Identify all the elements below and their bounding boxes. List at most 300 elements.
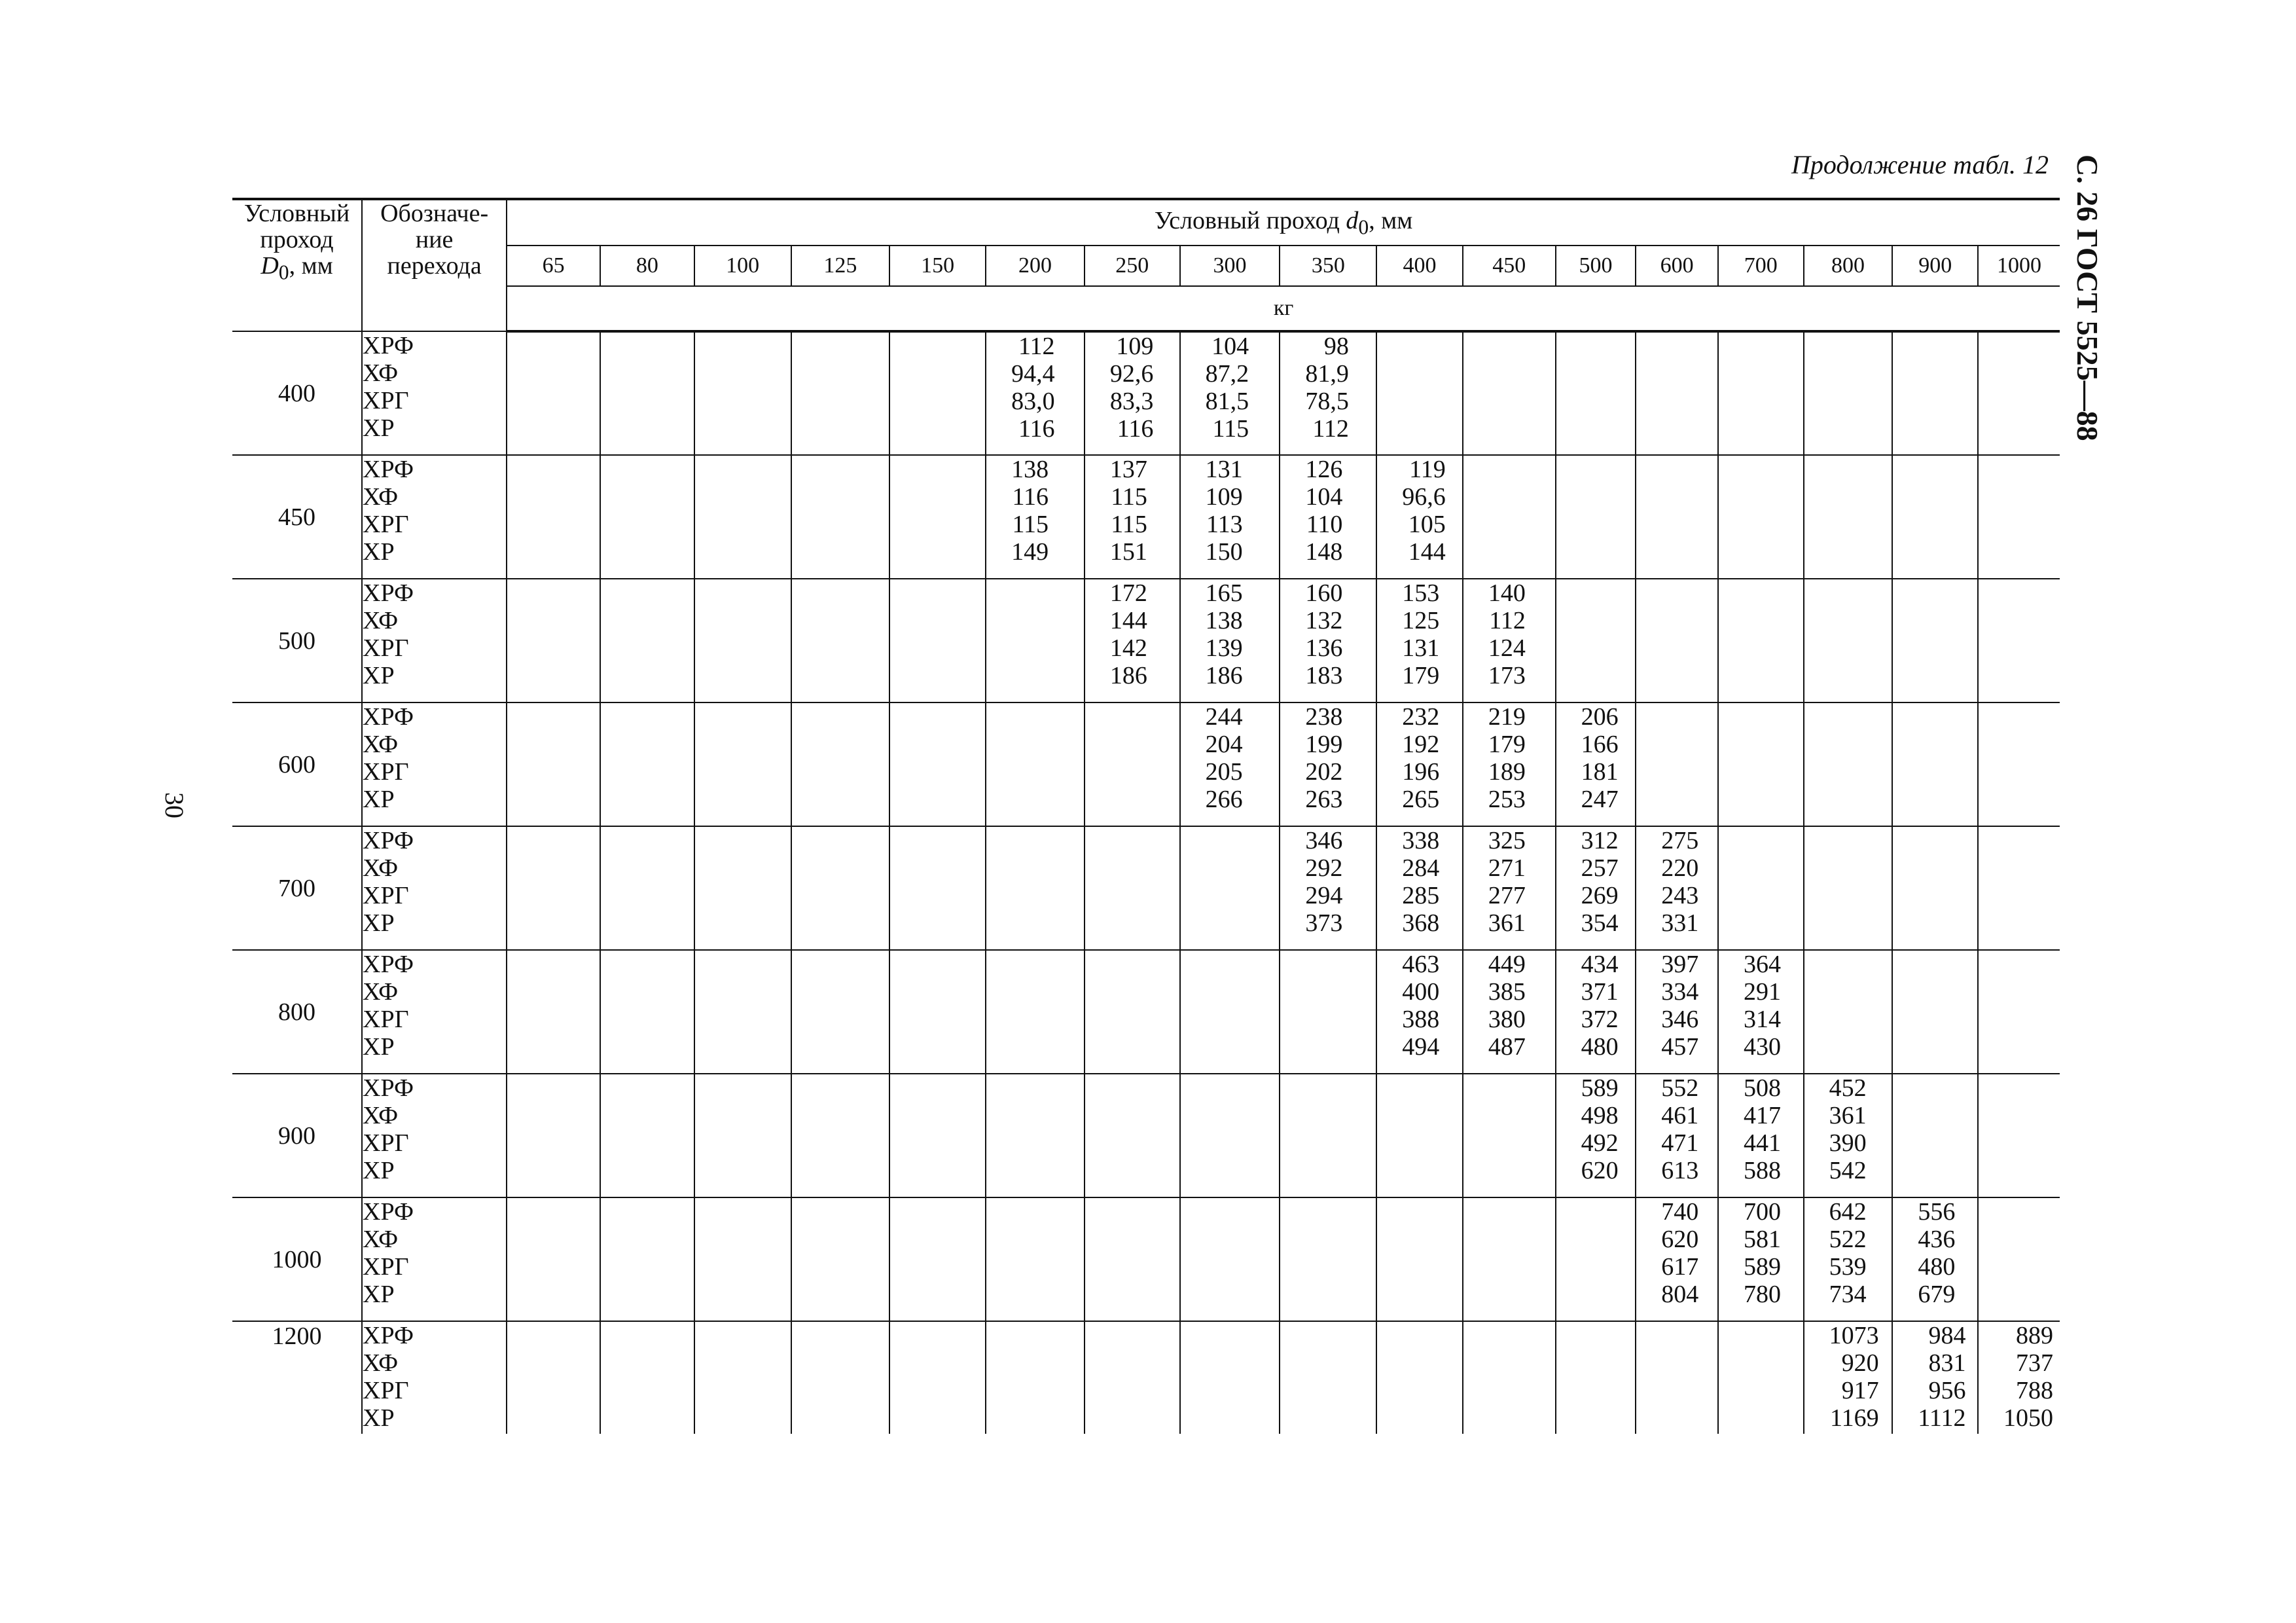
weight-value: 165: [1205, 579, 1243, 607]
weight-value: 243: [1661, 882, 1699, 909]
weight-value-stack: [1556, 1074, 1619, 1184]
header-size-65: 65: [507, 246, 600, 286]
weight-cell: [1636, 1321, 1718, 1434]
weight-cell: [791, 1197, 890, 1321]
weight-table: [232, 198, 2060, 1434]
weight-value: 116: [1012, 483, 1049, 511]
weight-value: 334: [1661, 978, 1699, 1006]
weight-value: 83,0: [1011, 388, 1055, 415]
header-size-450: 450: [1463, 246, 1556, 286]
weight-value: 581: [1743, 1226, 1781, 1253]
weight-value: 734: [1829, 1281, 1867, 1308]
weight-cell: [1280, 331, 1376, 455]
header-size-250: 250: [1085, 246, 1180, 286]
weight-value: 417: [1743, 1102, 1781, 1129]
weight-value: 144: [1408, 538, 1446, 566]
weight-value: 984: [1928, 1322, 1966, 1349]
row-designations: [362, 702, 507, 826]
weight-value: 112: [1312, 415, 1349, 443]
weight-value: 380: [1488, 1006, 1526, 1033]
weight-value: 325: [1488, 827, 1526, 854]
header-size-200: 200: [986, 246, 1085, 286]
weight-cell: [1892, 826, 1978, 950]
weight-value: 238: [1305, 703, 1343, 731]
weight-cell: [1556, 1197, 1636, 1321]
row-designations: [362, 455, 507, 579]
weight-value: 94,4: [1011, 360, 1055, 388]
designation-label: ХФ: [363, 607, 399, 634]
weight-value: 148: [1305, 538, 1343, 566]
weight-value: 271: [1488, 854, 1526, 882]
header-size-100: 100: [694, 246, 791, 286]
weight-value: 1112: [1918, 1404, 1966, 1432]
weight-cell: [694, 1074, 791, 1197]
weight-cell: [889, 331, 986, 455]
designation-label: ХРФ: [363, 579, 414, 607]
weight-value-stack: [1377, 579, 1439, 689]
designation-label: ХФ: [363, 1102, 399, 1129]
weight-value-stack: [1636, 1198, 1698, 1308]
weight-value: 480: [1581, 1033, 1619, 1061]
weight-value: 125: [1402, 607, 1440, 634]
weight-value: 737: [2016, 1349, 2054, 1377]
weight-value-stack: [986, 333, 1055, 443]
weight-value-stack: [986, 456, 1049, 566]
row-designations: [362, 950, 507, 1074]
weight-value: 508: [1743, 1074, 1781, 1102]
weight-value-stack: [1636, 1074, 1698, 1184]
weight-value: 522: [1829, 1226, 1867, 1253]
weight-value: 589: [1581, 1074, 1619, 1102]
weight-value: 219: [1488, 703, 1526, 731]
weight-cell: [1556, 1321, 1636, 1434]
weight-value-stack: [1377, 827, 1439, 937]
row-nominal-bore: 1200: [232, 1321, 362, 1434]
weight-cell: [1180, 950, 1280, 1074]
weight-cell: [1463, 1197, 1556, 1321]
weight-cell: [507, 1074, 600, 1197]
weight-cell: [1978, 702, 2060, 826]
table-row: [232, 455, 2060, 579]
row-nominal-bore: 500: [232, 579, 362, 702]
designation-label: ХРГ: [363, 1253, 409, 1281]
weight-value: 397: [1661, 951, 1699, 978]
weight-value: 920: [1841, 1349, 1879, 1377]
weight-value: 110: [1306, 511, 1343, 538]
weight-value: 179: [1402, 662, 1440, 689]
weight-cell: [1892, 331, 1978, 455]
weight-cell: [1718, 702, 1804, 826]
table-row: [232, 331, 2060, 455]
header-size-500: 500: [1556, 246, 1636, 286]
weight-value: 498: [1581, 1102, 1619, 1129]
weight-value: 364: [1743, 951, 1781, 978]
header-size-150: 150: [889, 246, 986, 286]
weight-cell: [694, 1197, 791, 1321]
table-row: [232, 579, 2060, 702]
header-size-350: 350: [1280, 246, 1376, 286]
table-row: [232, 1074, 2060, 1197]
weight-cell: [1085, 1197, 1180, 1321]
weight-cell: [1978, 579, 2060, 702]
weight-value: 552: [1661, 1074, 1699, 1102]
designation-label: ХРФ: [363, 1198, 414, 1226]
header-size-300: 300: [1180, 246, 1280, 286]
weight-cell: [1280, 579, 1376, 702]
weight-value: 202: [1305, 758, 1343, 786]
weight-value: 181: [1581, 758, 1619, 786]
weight-value-stack: [1280, 456, 1342, 566]
designation-label: ХР: [363, 1157, 395, 1184]
weight-cell: [986, 1074, 1085, 1197]
weight-cell: [889, 1197, 986, 1321]
designation-label: ХРФ: [363, 332, 414, 359]
weight-cell: [507, 331, 600, 455]
weight-value: 372: [1581, 1006, 1619, 1033]
designation-label: ХФ: [363, 1349, 399, 1377]
weight-value: 204: [1205, 731, 1243, 758]
weight-cell: [1085, 702, 1180, 826]
weight-cell: [1804, 1197, 1893, 1321]
weight-cell: [1280, 950, 1376, 1074]
weight-cell: [791, 1074, 890, 1197]
weight-cell: [1463, 455, 1556, 579]
weight-value: 81,9: [1305, 360, 1349, 388]
weight-cell: [889, 950, 986, 1074]
weight-value: 83,3: [1109, 388, 1154, 415]
weight-value-stack: [1280, 703, 1342, 813]
weight-cell: [1180, 331, 1280, 455]
designation-label: ХРГ: [363, 1129, 409, 1157]
weight-value: 109: [1116, 333, 1154, 360]
weight-value: 831: [1928, 1349, 1966, 1377]
weight-value: 613: [1661, 1157, 1699, 1184]
weight-value: 312: [1581, 827, 1619, 854]
weight-value: 291: [1743, 978, 1781, 1006]
weight-value-stack: [1181, 333, 1249, 443]
weight-value-stack: [1719, 951, 1781, 1061]
header-size-80: 80: [600, 246, 694, 286]
weight-cell: [1718, 1074, 1804, 1197]
weight-value: 539: [1829, 1253, 1867, 1281]
weight-value: 126: [1305, 456, 1343, 483]
weight-cell: [1892, 1074, 1978, 1197]
weight-value: 137: [1109, 456, 1147, 483]
header-transition-designation: Обозначе- ние перехода: [362, 199, 507, 331]
weight-value: 206: [1581, 703, 1619, 731]
weight-value: 294: [1305, 882, 1343, 909]
weight-value: 390: [1829, 1129, 1867, 1157]
weight-value-stack: [1463, 579, 1526, 689]
weight-value: 620: [1661, 1226, 1699, 1253]
weight-cell: [1556, 950, 1636, 1074]
designation-label: ХФ: [363, 1226, 399, 1253]
weight-cell: [791, 579, 890, 702]
weight-value: 285: [1402, 882, 1440, 909]
weight-value-stack: [1377, 456, 1446, 566]
weight-value-stack: [1280, 579, 1342, 689]
weight-cell: [889, 826, 986, 950]
header-size-900: 900: [1892, 246, 1978, 286]
weight-value: 179: [1488, 731, 1526, 758]
weight-value: 400: [1402, 978, 1440, 1006]
weight-cell: [1280, 702, 1376, 826]
weight-cell: [600, 455, 694, 579]
weight-cell: [1718, 579, 1804, 702]
weight-value: 138: [1205, 607, 1243, 634]
weight-value: 113: [1206, 511, 1243, 538]
weight-value: 205: [1205, 758, 1243, 786]
weight-value: 189: [1488, 758, 1526, 786]
weight-value: 132: [1305, 607, 1343, 634]
weight-value: 78,5: [1305, 388, 1349, 415]
weight-value: 346: [1661, 1006, 1699, 1033]
weight-value-stack: [1280, 827, 1342, 937]
weight-value: 487: [1488, 1033, 1526, 1061]
weight-cell: [986, 950, 1085, 1074]
weight-value: 139: [1205, 634, 1243, 662]
weight-value-stack: [1181, 579, 1243, 689]
weight-value: 461: [1661, 1102, 1699, 1129]
designation-label: ХР: [363, 1033, 395, 1061]
weight-value: 314: [1743, 1006, 1781, 1033]
weight-cell: [1556, 702, 1636, 826]
designation-label: ХФ: [363, 731, 399, 758]
weight-cell: [1718, 331, 1804, 455]
weight-value: 617: [1661, 1253, 1699, 1281]
weight-value: 740: [1661, 1198, 1699, 1226]
weight-cell: [1804, 455, 1893, 579]
weight-cell: [1804, 1074, 1893, 1197]
weight-value-stack: [1181, 703, 1243, 813]
weight-cell: [1892, 1321, 1978, 1434]
weight-cell: [1556, 455, 1636, 579]
weight-cell: [507, 1321, 600, 1434]
weight-value: 105: [1408, 511, 1446, 538]
weight-value: 269: [1581, 882, 1619, 909]
weight-value-stack: [1085, 333, 1154, 443]
weight-cell: [1978, 455, 2060, 579]
weight-value: 346: [1305, 827, 1343, 854]
weight-value: 284: [1402, 854, 1440, 882]
weight-value: 780: [1743, 1281, 1781, 1308]
weight-value: 131: [1402, 634, 1440, 662]
designation-label: ХРФ: [363, 703, 414, 731]
weight-value: 889: [2016, 1322, 2054, 1349]
weight-value: 620: [1581, 1157, 1619, 1184]
weight-value: 265: [1402, 786, 1440, 813]
weight-value-stack: [1893, 1322, 1965, 1432]
weight-value-stack: [1556, 951, 1619, 1061]
weight-value-stack: [1085, 579, 1147, 689]
weight-value: 131: [1205, 456, 1243, 483]
weight-cell: [986, 455, 1085, 579]
weight-value: 199: [1305, 731, 1343, 758]
weight-cell: [1376, 950, 1463, 1074]
row-nominal-bore: 450: [232, 455, 362, 579]
weight-cell: [889, 1321, 986, 1434]
weight-cell: [1892, 950, 1978, 1074]
weight-value: 292: [1305, 854, 1343, 882]
weight-cell: [1892, 1197, 1978, 1321]
designation-label: ХРГ: [363, 758, 409, 786]
weight-value-stack: [1463, 703, 1526, 813]
designation-label: ХРГ: [363, 1377, 409, 1404]
weight-value: 104: [1305, 483, 1343, 511]
weight-value: 1169: [1830, 1404, 1879, 1432]
table-body: [232, 331, 2060, 1434]
weight-value-stack: [1377, 703, 1439, 813]
row-designations: [362, 579, 507, 702]
weight-value: 361: [1488, 909, 1526, 937]
weight-cell: [1978, 1197, 2060, 1321]
weight-cell: [1376, 1321, 1463, 1434]
weight-value: 247: [1581, 786, 1619, 813]
weight-cell: [791, 1321, 890, 1434]
weight-value: 153: [1402, 579, 1440, 607]
weight-cell: [1376, 1197, 1463, 1321]
weight-value: 331: [1661, 909, 1699, 937]
weight-value: 116: [1117, 415, 1154, 443]
weight-cell: [1085, 950, 1180, 1074]
designation-label: ХРГ: [363, 882, 409, 909]
weight-cell: [694, 331, 791, 455]
weight-cell: [694, 579, 791, 702]
weight-cell: [1804, 1321, 1893, 1434]
weight-value: 160: [1305, 579, 1343, 607]
weight-value: 263: [1305, 786, 1343, 813]
weight-value: 119: [1409, 456, 1446, 483]
weight-value: 124: [1488, 634, 1526, 662]
weight-cell: [507, 826, 600, 950]
header-size-700: 700: [1718, 246, 1804, 286]
weight-cell: [1280, 1197, 1376, 1321]
weight-cell: [600, 826, 694, 950]
designation-label: ХРФ: [363, 827, 414, 854]
weight-value: 138: [1011, 456, 1049, 483]
weight-cell: [1085, 331, 1180, 455]
weight-cell: [694, 702, 791, 826]
weight-cell: [1718, 455, 1804, 579]
weight-value: 98: [1323, 333, 1349, 360]
weight-cell: [1463, 579, 1556, 702]
header-size-600: 600: [1636, 246, 1718, 286]
weight-value: 192: [1402, 731, 1440, 758]
weight-cell: [1180, 702, 1280, 826]
weight-cell: [1804, 579, 1893, 702]
weight-value-stack: [1979, 1322, 2053, 1432]
designation-label: ХР: [363, 414, 395, 442]
weight-value: 136: [1305, 634, 1343, 662]
weight-cell: [889, 455, 986, 579]
weight-value: 361: [1829, 1102, 1867, 1129]
weight-value: 441: [1743, 1129, 1781, 1157]
weight-cell: [1376, 455, 1463, 579]
weight-value: 253: [1488, 786, 1526, 813]
designation-label: ХР: [363, 786, 395, 813]
weight-cell: [1636, 702, 1718, 826]
weight-value-stack: [1556, 703, 1619, 813]
table-row: [232, 1321, 2060, 1434]
weight-cell: [791, 950, 890, 1074]
weight-cell: [1978, 950, 2060, 1074]
weight-cell: [1636, 950, 1718, 1074]
weight-cell: [1085, 579, 1180, 702]
weight-value: 338: [1402, 827, 1440, 854]
weight-value: 112: [1489, 607, 1526, 634]
designation-label: ХРГ: [363, 634, 409, 662]
weight-value: 150: [1205, 538, 1243, 566]
weight-cell: [1978, 1074, 2060, 1197]
weight-value: 144: [1109, 607, 1147, 634]
header-size-800: 800: [1804, 246, 1893, 286]
row-nominal-bore: 900: [232, 1074, 362, 1197]
weight-value: 232: [1402, 703, 1440, 731]
row-designations: [362, 1197, 507, 1321]
weight-value: 804: [1661, 1281, 1699, 1308]
weight-cell: [1978, 1321, 2060, 1434]
table-row: [232, 950, 2060, 1074]
weight-cell: [1636, 455, 1718, 579]
weight-cell: [1556, 1074, 1636, 1197]
weight-cell: [1463, 826, 1556, 950]
weight-cell: [694, 1321, 791, 1434]
row-designations: [362, 826, 507, 950]
table-row: [232, 702, 2060, 826]
header-size-400: 400: [1376, 246, 1463, 286]
header-nominal-bore-d0: Условный проход $d_0$, мм: [507, 199, 2060, 246]
header-size-row: [232, 246, 2060, 286]
designation-label: ХРГ: [363, 511, 409, 538]
weight-value-stack: [1636, 827, 1698, 937]
weight-cell: [507, 950, 600, 1074]
table-continuation-caption: Продолжение табл. 12: [1791, 150, 2049, 179]
weight-cell: [600, 331, 694, 455]
weight-cell: [507, 1197, 600, 1321]
weight-value-stack: [1719, 1198, 1781, 1308]
weight-value: 430: [1743, 1033, 1781, 1061]
page-number: 30: [160, 792, 189, 818]
weight-value: 183: [1305, 662, 1343, 689]
weight-value: 87,2: [1205, 360, 1249, 388]
weight-value: 368: [1402, 909, 1440, 937]
weight-value: 1050: [2003, 1404, 2054, 1432]
row-nominal-bore: 800: [232, 950, 362, 1074]
weight-value: 917: [1841, 1377, 1879, 1404]
designation-label: ХР: [363, 1281, 395, 1308]
weight-value: 277: [1488, 882, 1526, 909]
weight-cell: [1180, 1197, 1280, 1321]
weight-cell: [889, 1074, 986, 1197]
weight-value: 373: [1305, 909, 1343, 937]
weight-cell: [694, 455, 791, 579]
weight-cell: [1978, 826, 2060, 950]
weight-value-stack: [1804, 1074, 1867, 1184]
weight-cell: [1180, 1074, 1280, 1197]
header-size-125: 125: [791, 246, 890, 286]
weight-cell: [986, 579, 1085, 702]
weight-value: 371: [1581, 978, 1619, 1006]
designation-label: ХФ: [363, 359, 399, 387]
weight-cell: [1280, 455, 1376, 579]
weight-value: 140: [1488, 579, 1526, 607]
weight-cell: [1376, 826, 1463, 950]
weight-cell: [1180, 455, 1280, 579]
weight-value: 149: [1011, 538, 1049, 566]
weight-cell: [1636, 1197, 1718, 1321]
weight-value: 172: [1109, 579, 1147, 607]
row-designations: [362, 1074, 507, 1197]
